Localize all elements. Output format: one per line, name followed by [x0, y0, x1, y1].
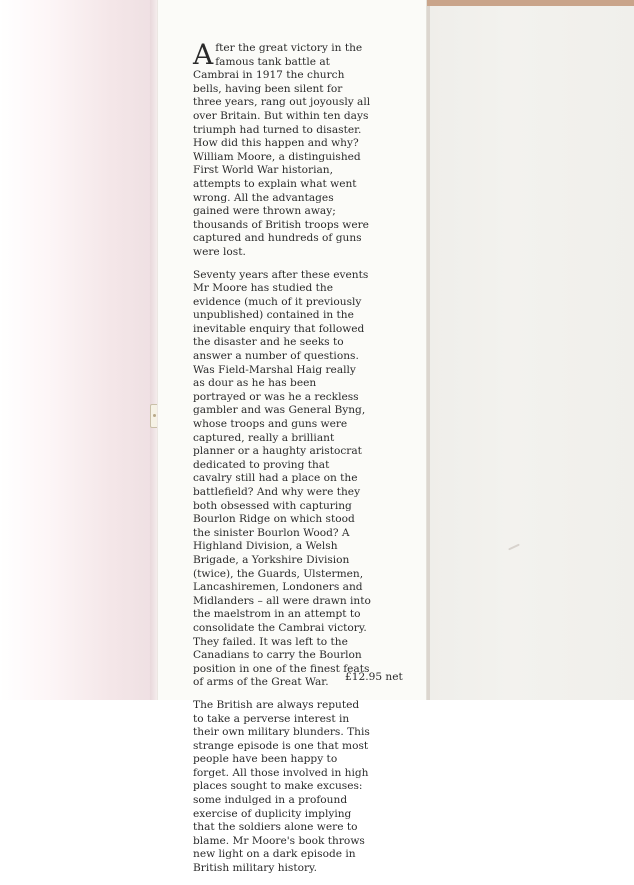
drop-cap: A	[193, 38, 214, 71]
board-top-edge	[427, 0, 634, 6]
blurb-paragraph-2: Seventy years after these events Mr Moore has studied the evidence (much of it previously unpublished) contained in the inevitable enquiry that followed the disaster and he seeks to answer a number of questions. Was Field-Marshal Haig really as dour as he has been portrayed or was he a reckless gambler and was General Byng, whose troops and guns were captured, really a brilliant planner or a haughty aristocrat dedicated to proving that cavalry still had a place on the battlefield? And why were they both obsessed with capturing Bourlon Ridge on which stood the sinister Bourlon Wood? A Highland Division, a Welsh Brigade, a Yorkshire Division (twice), the Guards, Ulstermen, Lancashiremen, Londoners and Midlanders – all were drawn into the maelstrom in an attempt to consolidate the Cambrai victory. They failed. It was left to the Canadians to carry the Bourlon position in one of the finest feats of arms of the Great War.	[193, 268, 371, 689]
blurb-text	[193, 38, 371, 885]
blurb-paragraph-1	[193, 38, 371, 260]
blurb-paragraph-1-text: fter the great victory in the famous tank battle at Cambrai in 1917 the church bells, having been silent for three years, rang out joyously all over Britain. But within ten days triumph had turned to disaster. How did this happen and why? William Moore, a distinguished First World War historian, attempts to explain what went wrong. All the advantages gained were thrown away; thousands of British troops were captured and hundreds of guns were lost.	[193, 42, 371, 258]
book-board	[427, 0, 634, 700]
price-label: £12.95 net	[345, 671, 403, 683]
page-shadow	[0, 0, 160, 700]
board-edge	[427, 0, 430, 700]
blurb-paragraph-3: The British are always reputed to take a perverse interest in their own military blunders. This strange episode is one that most people have been happy to forget. All those involved in high places sought to make excuses: some indulged in a profound exercise of duplicity implying that the soldiers alone were to blame. Mr Moore's book throws new light on a dark episode in British military history.	[193, 698, 370, 875]
